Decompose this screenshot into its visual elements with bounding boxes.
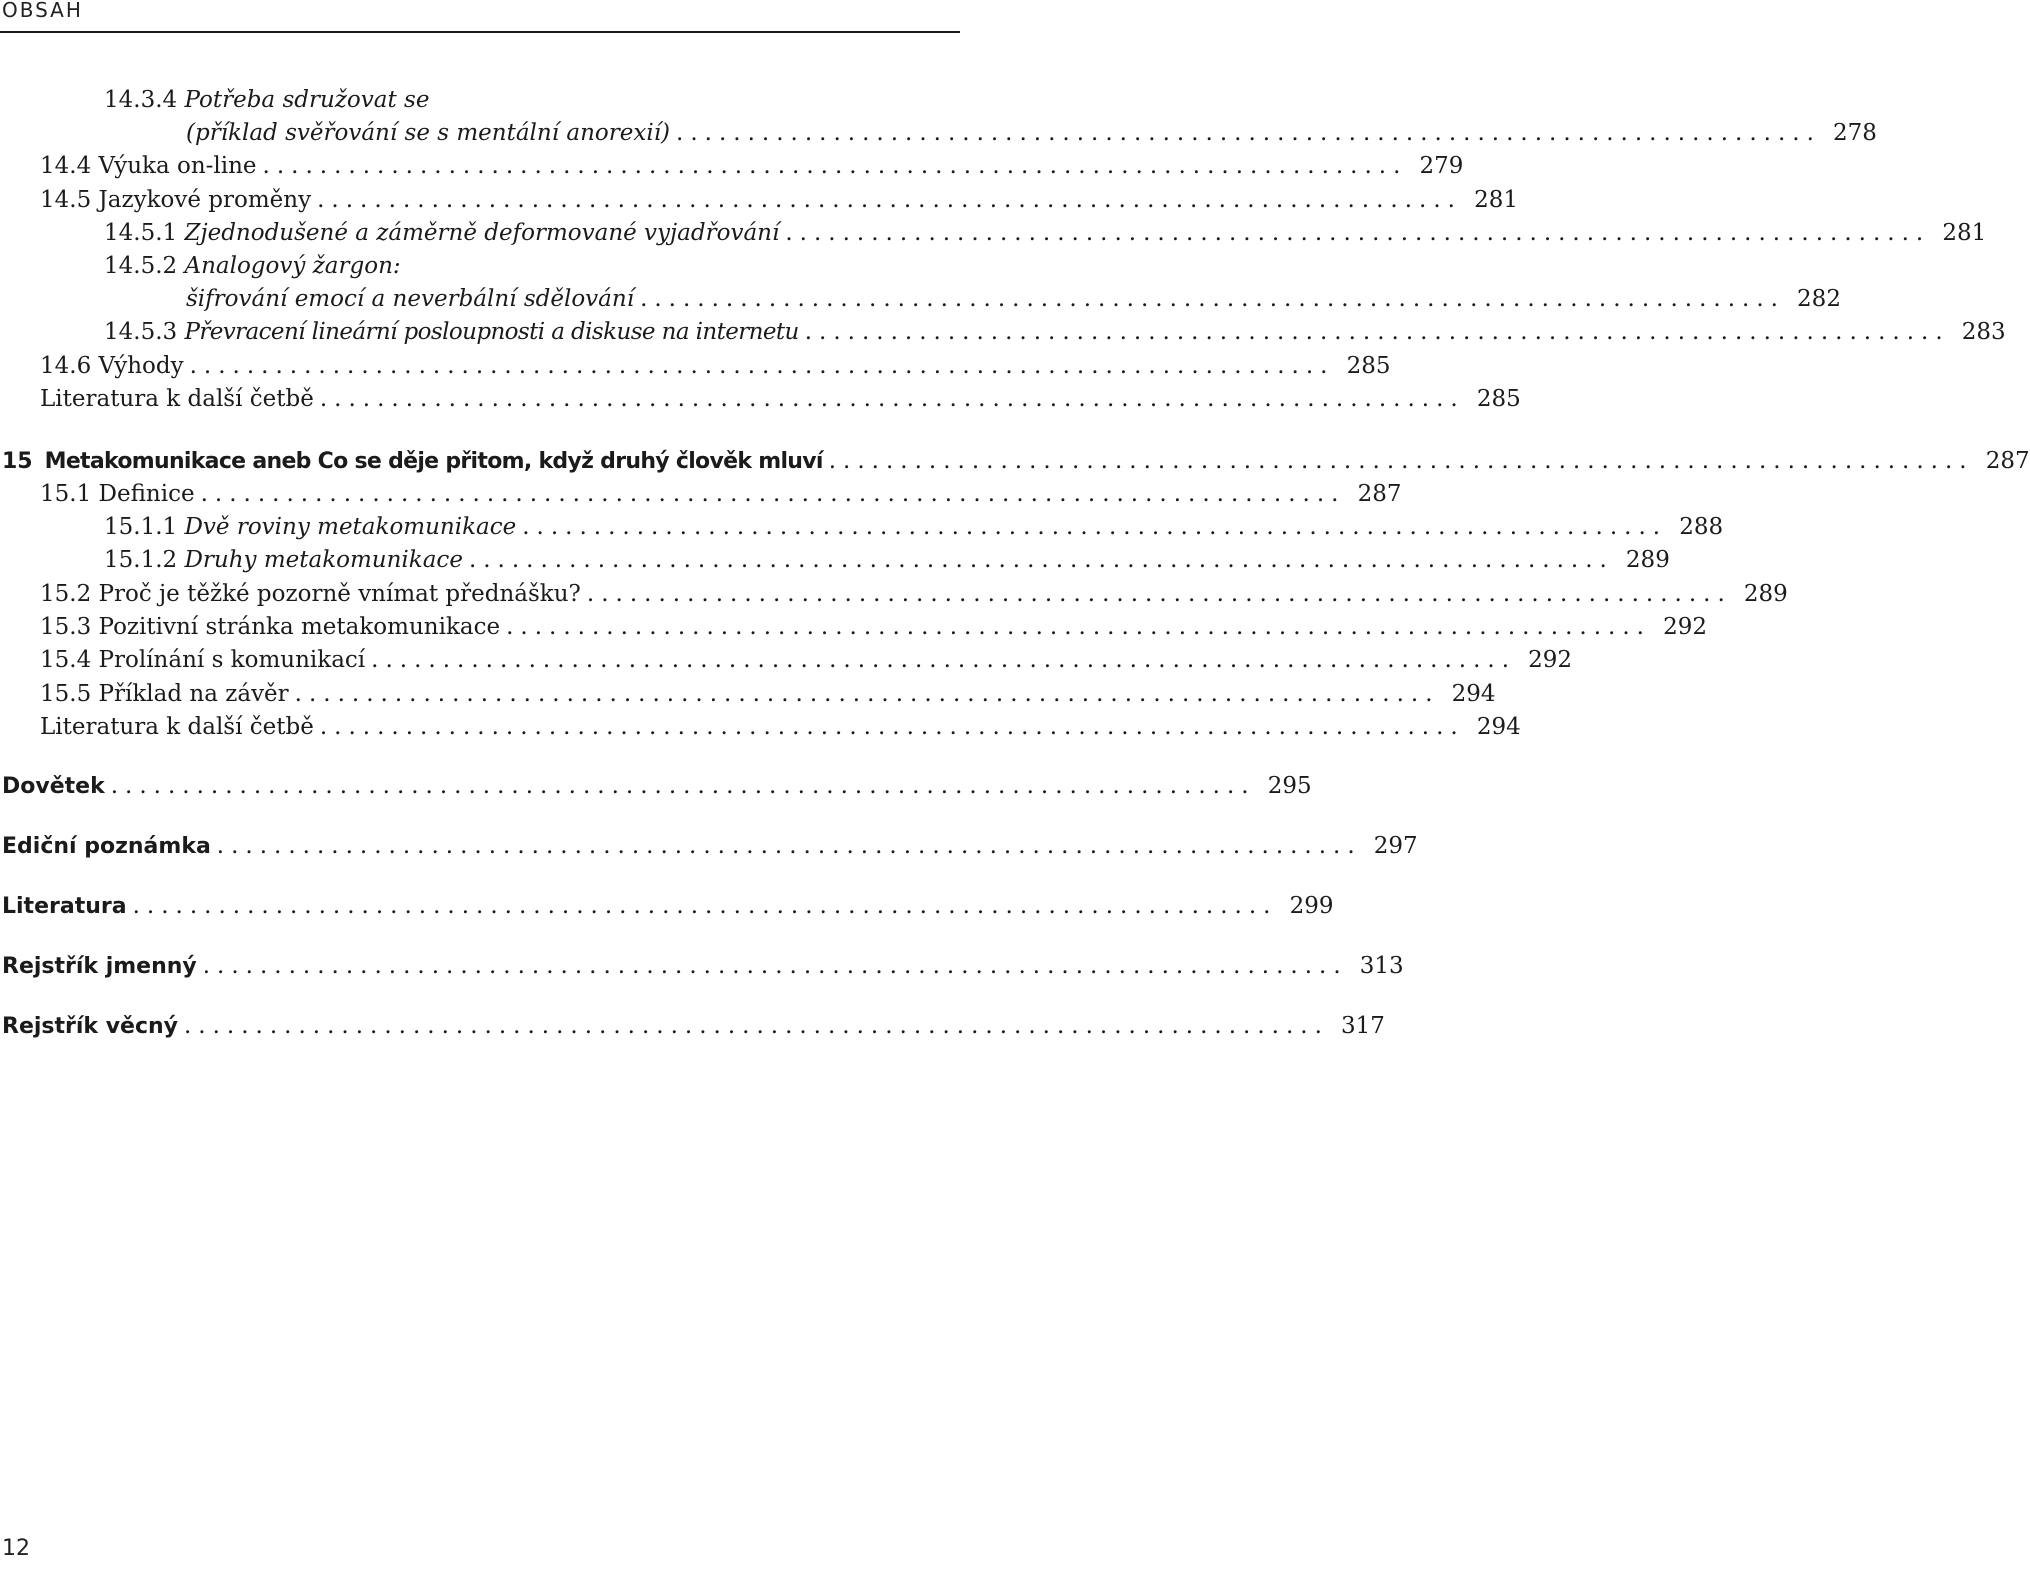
toc-chapter[interactable] — [0, 829, 1418, 863]
toc-chapter-title: Ediční poznámka — [2, 834, 211, 859]
toc-entry-page: 281 — [1942, 220, 1987, 246]
toc-entry-page: 287 — [1985, 448, 2030, 474]
leader-dots: ................................................................................ — [262, 153, 1408, 179]
toc-entry[interactable] — [0, 710, 1521, 744]
toc-entry[interactable] — [0, 677, 1496, 711]
toc-entry-page: 285 — [1346, 353, 1391, 379]
toc-entry-page: 292 — [1663, 614, 1707, 640]
toc-entry-title: Analogový žargon: — [184, 253, 401, 279]
toc-entry-title: (příklad svěřování se s mentální anorexií) — [186, 120, 671, 146]
leader-dots: ................................................................................ — [319, 714, 1465, 740]
leader-dots: ................................................................................ — [828, 448, 1974, 474]
toc-entry-page: 295 — [1267, 773, 1312, 799]
leader-dots: ................................................................................ — [804, 319, 1950, 345]
leader-dots: ................................................................................ — [184, 1013, 1329, 1039]
toc-entry-title: Prolínání s komunikací — [98, 647, 366, 673]
toc-entry-number: 14.3.4 — [104, 87, 178, 113]
toc-entry-number: 14.5.2 — [104, 253, 178, 279]
toc-entry-title: Literatura k další četbě — [40, 386, 314, 412]
toc-entry-number: 15.1 — [40, 481, 92, 507]
page-number: 12 — [2, 1536, 30, 1561]
toc-entry[interactable] — [0, 543, 1670, 577]
leader-dots: ................................................................................ — [506, 614, 1651, 640]
toc-entry[interactable] — [0, 477, 1402, 511]
toc-entry-title: Výhody — [98, 353, 184, 379]
toc-entry[interactable] — [0, 643, 1573, 677]
toc-entry-number: 14.5.3 — [104, 319, 178, 345]
toc-entry-number: 14.5.1 — [104, 220, 178, 246]
toc-entry-title: Výuka on-line — [98, 153, 257, 179]
toc-chapter[interactable] — [0, 949, 1404, 983]
toc-entry[interactable] — [0, 315, 2006, 349]
toc-entry-title: Druhy metakomunikace — [184, 547, 463, 573]
toc-entry-title: Pozitivní stránka metakomunikace — [98, 614, 501, 640]
running-header-title: OBSAH — [2, 0, 83, 22]
toc-entry-title: Příklad na závěr — [98, 681, 289, 707]
toc-entry-page: 278 — [1833, 120, 1877, 146]
toc-entry-number: 15.4 — [40, 647, 92, 673]
toc-entry-title: šifrování emocí a neverbální sdělování — [186, 286, 635, 312]
toc-chapter-title: Dovětek — [2, 774, 105, 799]
toc-entry[interactable] — [0, 216, 1987, 250]
toc-entry[interactable] — [0, 183, 1518, 217]
toc-entry[interactable] — [0, 349, 1391, 383]
toc-entry-page: 283 — [1961, 319, 2006, 345]
toc-entry-page: 289 — [1625, 547, 1670, 573]
toc-entry-page: 287 — [1357, 481, 1402, 507]
toc-entry-page: 282 — [1797, 286, 1841, 312]
toc-entry-title: Proč je těžké pozorně vnímat přednášku? — [98, 581, 581, 607]
toc-chapter-title: Rejstřík věcný — [2, 1014, 178, 1039]
toc-entry-page: 297 — [1373, 833, 1418, 859]
toc-entry[interactable] — [0, 149, 1464, 183]
leader-dots: ................................................................................ — [294, 681, 1440, 707]
toc-entry-page: 299 — [1289, 893, 1334, 919]
leader-dots: ................................................................................ — [200, 481, 1346, 507]
header-rule — [0, 31, 960, 33]
toc-entry-title: Jazykové proměny — [98, 187, 312, 213]
toc-entry-page: 279 — [1419, 153, 1464, 179]
toc-entry-number: 15.3 — [40, 614, 92, 640]
toc-entry-title: Dvě roviny metakomunikace — [184, 514, 517, 540]
toc-chapter-number: 15 — [2, 449, 33, 474]
toc-entry-number: 14.4 — [40, 153, 92, 179]
leader-dots: ................................................................................ — [189, 353, 1335, 379]
leader-dots: ................................................................................ — [319, 386, 1465, 412]
leader-dots: ................................................................................ — [110, 773, 1256, 799]
leader-dots: ................................................................................ — [468, 547, 1614, 573]
toc-entry[interactable] — [0, 382, 1521, 416]
toc-entry-page: 285 — [1476, 386, 1521, 412]
toc-chapter[interactable] — [0, 889, 1334, 923]
toc-entry-page: 294 — [1451, 681, 1496, 707]
toc-entry-page: 281 — [1474, 187, 1518, 213]
leader-dots: ................................................................................ — [132, 893, 1278, 919]
toc-entry-number: 15.2 — [40, 581, 92, 607]
toc-chapter-title: Rejstřík jmenný — [2, 954, 197, 979]
toc-chapter-title: Literatura — [2, 894, 127, 919]
toc-entry[interactable] — [0, 282, 1841, 316]
toc-entry-page: 289 — [1743, 581, 1788, 607]
toc-chapter[interactable] — [0, 769, 1312, 803]
toc-entry-page: 288 — [1679, 514, 1724, 540]
leader-dots: ................................................................................ — [785, 220, 1931, 246]
toc-entry-title: Převracení lineární posloupnosti a diskuse na internetu — [184, 319, 799, 345]
toc-entry[interactable] — [0, 510, 1724, 544]
toc-chapter[interactable] — [0, 444, 2030, 478]
toc-entry-number: 15.1.1 — [104, 514, 178, 540]
toc-chapter[interactable] — [0, 1009, 1385, 1043]
toc-entry-page: 313 — [1359, 953, 1404, 979]
toc-entry-title: Potřeba sdružovat se — [184, 87, 430, 113]
toc-entry-title: Literatura k další četbě — [40, 714, 314, 740]
toc-entry[interactable] — [0, 249, 1056, 283]
toc-entry-title: Definice — [98, 481, 195, 507]
toc-chapter-title: Metakomunikace aneb Co se děje přitom, když druhý člověk mluví — [44, 449, 823, 474]
leader-dots: ................................................................................ — [676, 120, 1821, 146]
toc-entry-page: 317 — [1340, 1013, 1385, 1039]
leader-dots: ................................................................................ — [216, 833, 1362, 859]
toc-entry[interactable] — [0, 116, 1877, 150]
toc-entry-number: 14.5 — [40, 187, 92, 213]
leader-dots: ................................................................................ — [371, 647, 1517, 673]
leader-dots: ................................................................................ — [640, 286, 1785, 312]
leader-dots: ................................................................................ — [586, 581, 1732, 607]
toc-entry[interactable] — [0, 83, 1056, 117]
toc-entry-title: Zjednodušené a záměrně deformované vyjadřování — [184, 220, 780, 246]
toc-entry-page: 294 — [1476, 714, 1521, 740]
toc-entry-number: 15.5 — [40, 681, 92, 707]
toc-entry-number: 15.1.2 — [104, 547, 178, 573]
leader-dots: ................................................................................ — [202, 953, 1348, 979]
leader-dots: ................................................................................ — [317, 187, 1462, 213]
toc-entry-page: 292 — [1528, 647, 1573, 673]
toc-entry-number: 14.6 — [40, 353, 92, 379]
toc-entry[interactable] — [0, 577, 1788, 611]
leader-dots: ................................................................................ — [522, 514, 1668, 540]
toc-entry[interactable] — [0, 610, 1707, 644]
